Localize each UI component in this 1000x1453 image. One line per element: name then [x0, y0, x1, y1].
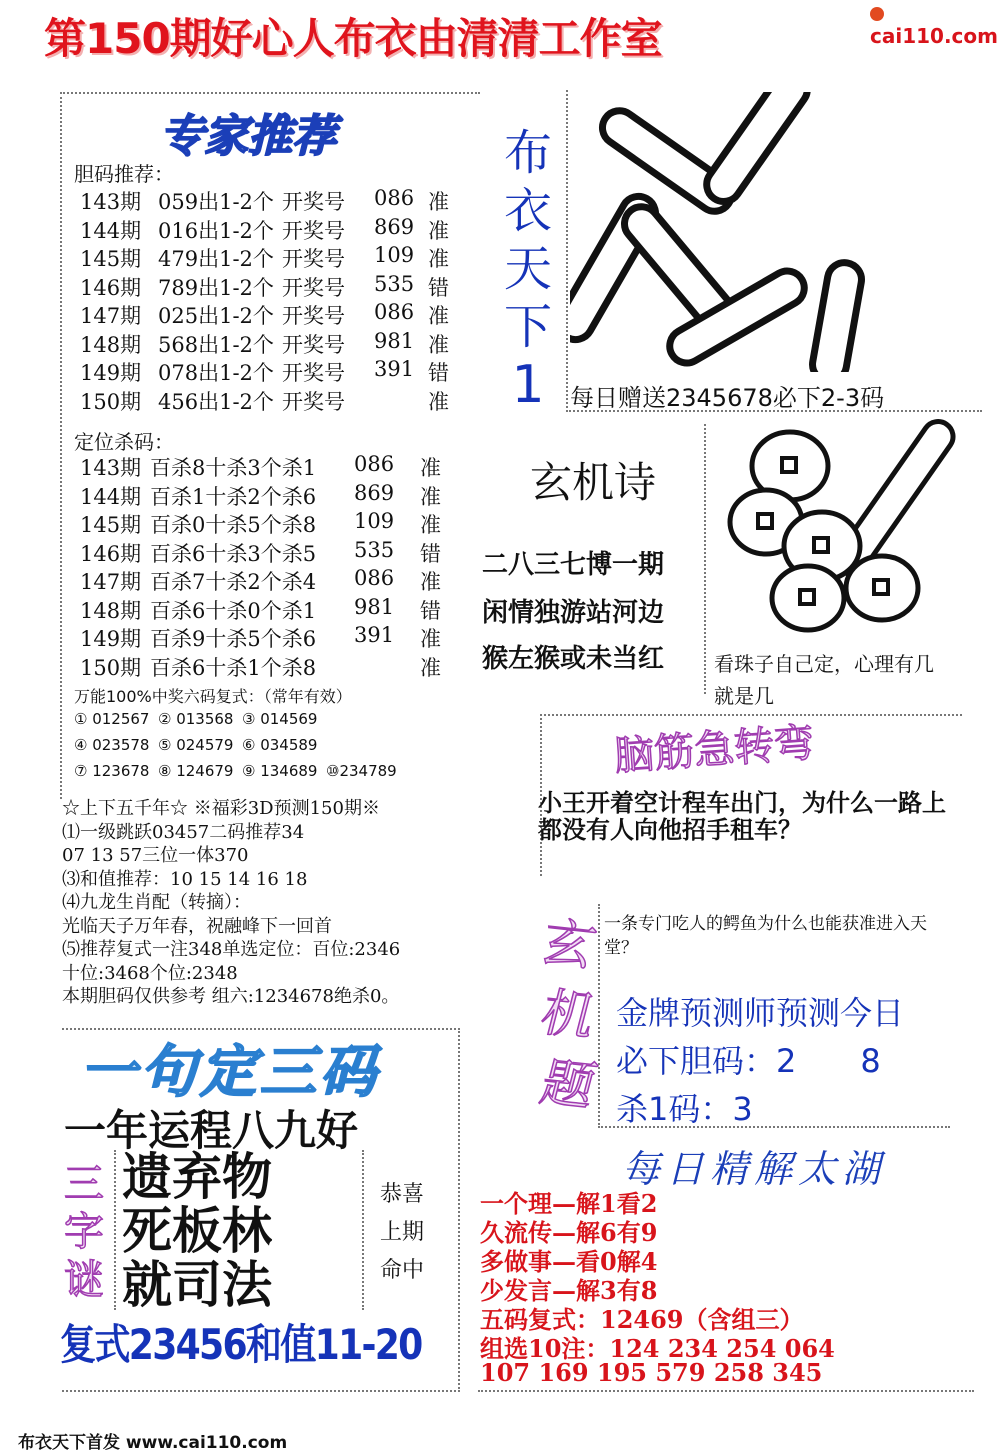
taihu-line: 组选10注：124 234 254 064: [480, 1334, 835, 1363]
yiju-slogan: 一年运程八九好: [64, 1106, 359, 1155]
dan-label: 开奖号: [282, 247, 345, 271]
riddle-line: 就司法: [122, 1255, 272, 1314]
dan-period: 147期: [80, 304, 142, 328]
kill-pick: 百杀0十杀5个杀8: [150, 513, 317, 537]
kill-period: 143期: [80, 456, 142, 480]
dan-period: 149期: [80, 361, 142, 385]
zimi-char: 字: [64, 1209, 104, 1255]
congrats-line: 恭喜: [380, 1182, 425, 1207]
expert-title: 专家推荐: [160, 111, 336, 162]
six-item: ⑤ 024579: [158, 736, 234, 754]
kill-pick: 百杀6十杀0个杀1: [150, 598, 317, 623]
kill-row: [80, 566, 460, 594]
forecast-line: 07 13 57三位一体370: [62, 845, 249, 866]
poem-line: 闲情独游站河边: [482, 598, 665, 628]
congrats-label: [380, 1176, 424, 1290]
fushi-line: 复式23456和值11-20: [60, 1320, 422, 1369]
taihu-box: [478, 1390, 974, 1392]
kill-period: 147期: [80, 570, 142, 594]
six-item: ③ 014569: [242, 710, 318, 728]
site-url: cai110.com: [870, 24, 998, 48]
dan-pick: 456出1-2个: [158, 389, 274, 414]
kill-mark: 准: [420, 513, 441, 537]
poem-line: 猴左猴或未当红: [482, 644, 665, 674]
xuanji-title: [538, 907, 590, 1122]
taihu-line: 多做事—看0解4: [480, 1247, 658, 1276]
six-item: ① 012567: [74, 710, 150, 728]
kill-period: 144期: [80, 484, 142, 509]
zimi-char: 三: [64, 1161, 104, 1207]
six-heading: 万能100%中奖六码复式：（常年有效）: [74, 687, 352, 706]
dan-label: 开奖号: [282, 190, 345, 214]
dan-pick: 078出1-2个: [158, 361, 274, 385]
dan-pick: 479出1-2个: [158, 247, 274, 271]
dan-period: 146期: [80, 275, 142, 300]
forecast-line: 本期胆码仅供参考 组六:1234678绝杀0。: [62, 986, 400, 1007]
zimi-char: 谜: [64, 1257, 104, 1303]
zimi-label: [64, 1160, 104, 1304]
dan-period: 144期: [80, 218, 142, 243]
forecast-line: ⑶和值推荐：10 15 14 16 18: [62, 868, 308, 890]
budong-char: 天: [503, 241, 552, 297]
kill-result: 109: [354, 509, 395, 533]
logo-mark-icon: [870, 7, 884, 21]
xuanji-char: 机: [538, 982, 591, 1048]
kill-heading: 定位杀码：: [74, 430, 174, 454]
forecast-line: 十位:3468个位:2348: [62, 962, 238, 984]
stick-icon: [810, 260, 864, 372]
kill-result: 391: [354, 623, 395, 647]
budong-char: 衣: [503, 183, 552, 239]
dan-result: 391: [374, 357, 415, 381]
poem-note: 看珠子自己定，心理有几就是几: [714, 652, 934, 708]
kill-period: 150期: [80, 655, 142, 680]
budong-title: [498, 124, 558, 414]
dan-mark: 准: [428, 304, 449, 328]
dan-period: 145期: [80, 247, 142, 271]
taihu-line: 107 169 195 579 258 345: [480, 1358, 823, 1387]
dan-result: 981: [374, 328, 415, 353]
yiju-title: 一句定三码: [80, 1040, 380, 1105]
kill-pick: 百杀6十杀3个杀5: [150, 541, 317, 566]
gold-line: 金牌预测师预测今日: [616, 994, 905, 1032]
dan-mark: 准: [428, 247, 449, 271]
gold-line: 必下胆码：2 8: [616, 1042, 881, 1080]
kill-mark: 准: [420, 570, 441, 594]
kill-period: 148期: [80, 598, 142, 623]
dan-label: 开奖号: [282, 218, 345, 243]
forecast-line: ⑸推荐复式一注348单选定位：百位:2346: [62, 939, 401, 960]
kill-result: 535: [354, 537, 395, 562]
dan-mark: 错: [428, 275, 449, 300]
kill-row: [80, 652, 460, 680]
six-item: ⑥ 034589: [242, 736, 318, 754]
dan-result: 086: [374, 300, 415, 324]
kill-pick: 百杀1十杀2个杀6: [150, 484, 317, 509]
dan-row: [80, 357, 460, 385]
dan-result: 109: [374, 243, 415, 267]
forecast-line: ☆上下五千年☆ ※福彩3D预测150期※: [62, 798, 380, 819]
budong-char: 1: [511, 355, 545, 415]
taihu-title: 每日精解太湖: [622, 1147, 887, 1191]
congrats-line: 上期: [380, 1220, 425, 1245]
stick-icon: [700, 92, 814, 208]
dan-row: [80, 243, 460, 271]
kill-row: [80, 538, 460, 566]
dan-pick: 016出1-2个: [158, 218, 274, 243]
kill-period: 145期: [80, 513, 142, 537]
kill-result: 086: [354, 566, 395, 590]
dan-period: 150期: [80, 389, 142, 414]
kill-mark: 准: [420, 627, 441, 651]
dan-row: [80, 272, 460, 300]
dan-row: [80, 215, 460, 243]
gold-line: 杀1码：3: [616, 1090, 753, 1128]
kill-mark: 准: [420, 655, 441, 680]
six-item: ⑩234789: [326, 762, 397, 780]
six-item: ⑨ 134689: [242, 762, 318, 780]
kill-pick: 百杀9十杀5个杀6: [150, 627, 317, 651]
xuanji-question: 一条专门吃人的鳄鱼为什么也能获准进入天堂？: [604, 914, 927, 958]
poem-title: 玄机诗: [530, 458, 657, 507]
six-item: ⑦ 123678: [74, 762, 150, 780]
dan-pick: 025出1-2个: [158, 304, 274, 328]
taihu-line: 少发言—解3有8: [480, 1276, 658, 1305]
kill-period: 149期: [80, 627, 142, 651]
kill-row: [80, 623, 460, 651]
dan-result: 535: [374, 271, 415, 296]
riddle-line: 遗弃物: [122, 1147, 272, 1206]
sticks-drawing: [570, 92, 870, 372]
kill-result: 869: [354, 480, 395, 505]
daily-gift: 每日赠送2345678必下2-3码: [570, 384, 885, 412]
dan-label: 开奖号: [282, 389, 345, 414]
riddle-list: [114, 1147, 364, 1314]
forecast-line: ⑴一级跳跃03457二码推荐34: [62, 821, 305, 843]
kill-mark: 准: [420, 484, 441, 509]
site-logo[interactable]: [870, 0, 1000, 48]
six-item: ② 013568: [158, 710, 234, 728]
six-item: ④ 023578: [74, 736, 150, 754]
dan-label: 开奖号: [282, 275, 345, 300]
dan-pick: 568出1-2个: [158, 332, 274, 357]
brain-title: 脑筋急转弯: [612, 720, 816, 780]
kill-pick: 百杀8十杀3个杀1: [150, 456, 317, 480]
dan-period: 143期: [80, 190, 142, 214]
kill-row: [80, 452, 460, 480]
budong-char: 布: [503, 125, 552, 181]
kill-pick: 百杀7十杀2个杀4: [150, 570, 317, 594]
taihu-line: 久流传—解6有9: [480, 1218, 658, 1247]
six-item: ⑧ 124679: [158, 762, 234, 780]
budong-char: 下: [503, 299, 552, 355]
dan-heading: 胆码推荐：: [74, 162, 174, 186]
xuanji-char: 玄: [538, 912, 591, 978]
kill-result: 086: [354, 452, 395, 476]
kill-row: [80, 481, 460, 509]
dan-row: [80, 329, 460, 357]
brain-question: 小王开着空计程车出门，为什么一路上都没有人向他招手租车？: [538, 789, 946, 844]
dan-row: [80, 386, 460, 414]
kill-mark: 错: [420, 541, 441, 566]
dan-label: 开奖号: [282, 304, 345, 328]
dan-period: 148期: [80, 332, 142, 357]
page-title: 第150期好心人布衣由清清工作室: [44, 14, 662, 63]
kill-mark: 准: [420, 456, 441, 480]
dan-mark: 错: [428, 361, 449, 385]
dan-mark: 准: [428, 190, 449, 214]
dan-pick: 789出1-2个: [158, 275, 274, 300]
congrats-line: 命中: [380, 1258, 425, 1283]
kill-period: 146期: [80, 541, 142, 566]
taihu-line: 一个理—解1看2: [480, 1189, 658, 1218]
dan-row: [80, 186, 460, 214]
forecast-line: ⑷九龙生肖配（转摘）：: [62, 892, 251, 913]
poem-line: 二八三七博一期: [482, 550, 665, 580]
dan-label: 开奖号: [282, 361, 345, 385]
dan-result: 086: [374, 186, 415, 210]
kill-mark: 错: [420, 598, 441, 623]
footer-text: 布衣天下首发 www.cai110.com: [18, 1433, 288, 1453]
dan-label: 开奖号: [282, 332, 345, 357]
coins-drawing: [710, 418, 960, 648]
riddle-line: 死板林: [122, 1201, 272, 1260]
dan-mark: 准: [428, 332, 449, 357]
dan-mark: 准: [428, 218, 449, 243]
xuanji-char: 题: [538, 1052, 591, 1118]
kill-row: [80, 595, 460, 623]
dan-mark: 准: [428, 389, 449, 414]
dan-result: 869: [374, 214, 415, 239]
dan-pick: 059出1-2个: [158, 190, 274, 214]
forecast-line: 光临天子万年春，祝融峰下一回首: [62, 915, 332, 937]
kill-row: [80, 509, 460, 537]
kill-pick: 百杀6十杀1个杀8: [150, 655, 317, 680]
kill-result: 981: [354, 594, 395, 619]
taihu-line: 五码复式：12469（含组三）: [480, 1305, 804, 1334]
dan-row: [80, 300, 460, 328]
